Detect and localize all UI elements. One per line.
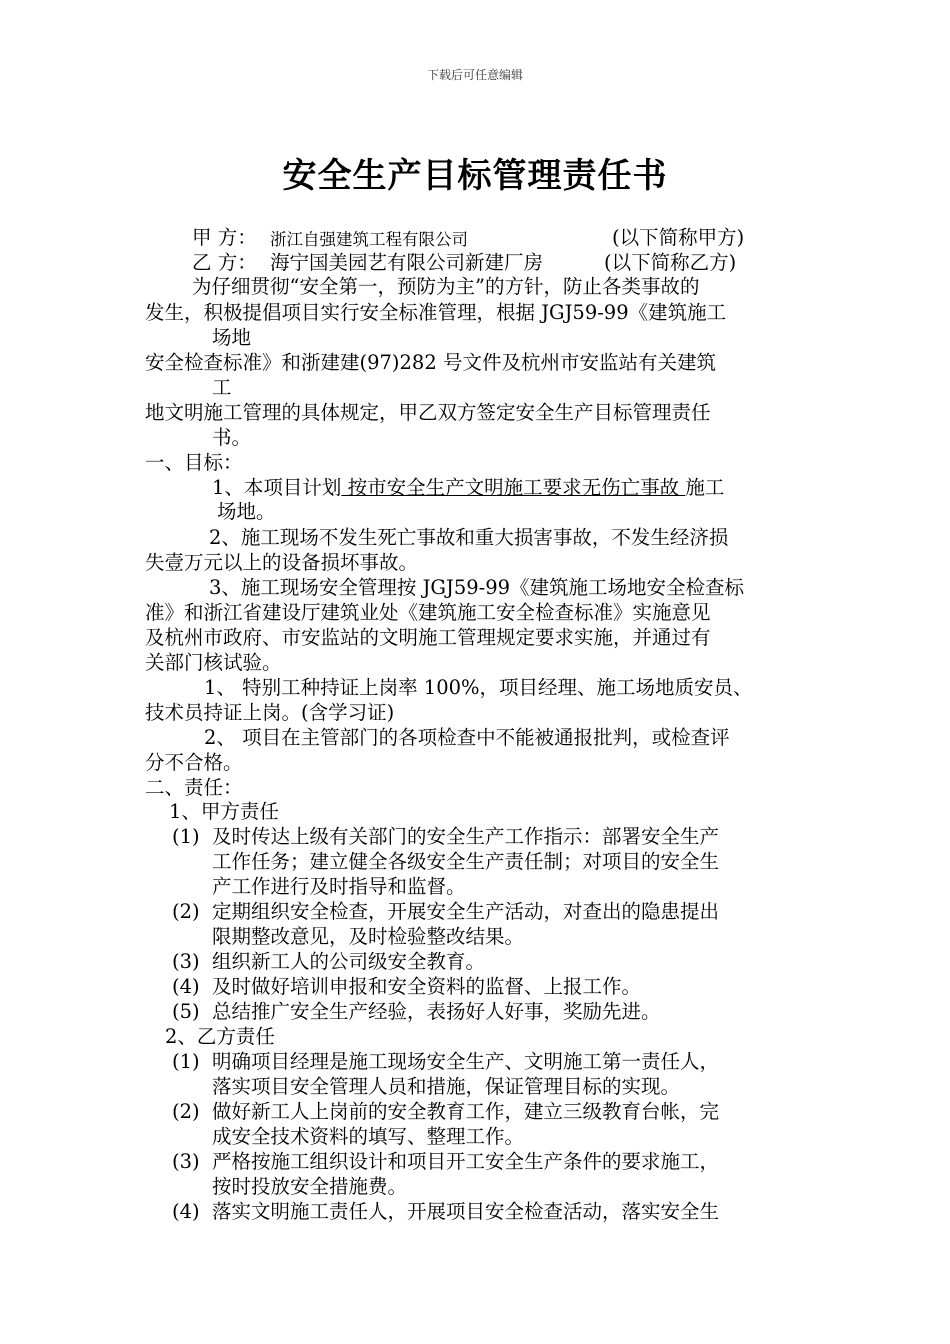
goal-item-1-prefix: 1、本项目计划 [212,476,342,499]
intro-line: 安全检查标准》和浙建建(97)282 号文件及杭州市安监站有关建筑 [145,351,716,374]
duty-line: 做好新工人上岗前的安全教育工作，建立三级教育台帐，完 [212,1100,720,1123]
intro-line: 工 [212,376,232,399]
duty-num: (2) [172,900,200,923]
goal-sub-2: 分不合格。 [145,751,243,774]
duty-num: (4) [172,975,200,998]
duty-line: 总结推广安全生产经验，表扬好人好事，奖励先进。 [212,1000,661,1023]
duty-line: 明确项目经理是施工现场安全生产、文明施工第一责任人， [212,1050,720,1073]
party-b-duty-heading: 2、乙方责任 [165,1025,275,1048]
goal-item-3: 关部门核试验。 [145,651,282,674]
duty-line: 落实项目安全管理人员和措施，保证管理目标的实现。 [212,1075,681,1098]
goal-sub-2: 2、 项目在主管部门的各项检查中不能被通报批判，或检查评 [204,726,730,749]
duty-num: (3) [172,1150,200,1173]
duty-line: 严格按施工组织设计和项目开工安全生产条件的要求施工， [212,1150,720,1173]
duty-line: 及时传达上级有关部门的安全生产工作指示：部署安全生产 [212,825,720,848]
goal-item-2: 2、施工现场不发生死亡事故和重大损害事故，不发生经济损 [209,526,729,549]
duty-num: (5) [172,1000,200,1023]
party-a-name: 浙江自强建筑工程有限公司 [270,230,468,249]
goal-item-3: 准》和浙江省建设厅建筑业处《建筑施工安全检查标准》实施意见 [145,601,711,624]
party-a-alias: (以下简称甲方) [612,226,745,249]
goal-item-3: 及杭州市政府、市安监站的文明施工管理规定要求实施，并通过有 [145,626,711,649]
duty-line: 及时做好培训申报和安全资料的监督、上报工作。 [212,975,642,998]
goal-sub-1: 1、 特别工种持证上岗率 100%，项目经理、施工场地质安员、 [204,676,753,699]
duty-line: 组织新工人的公司级安全教育。 [212,950,486,973]
duty-line: 限期整改意见，及时检验整改结果。 [212,925,525,948]
intro-line: 为仔细贯彻“安全第一，预防为主”的方针，防止各类事故的 [192,275,700,298]
intro-line: 书。 [212,426,252,449]
duty-line: 产工作进行及时指导和监督。 [212,875,466,898]
party-b-alias: (以下简称乙方) [604,251,737,274]
goal-item-3: 3、施工现场安全管理按 JGJ59-99《建筑施工场地安全检查标 [209,576,745,599]
goal-item-2: 失壹万元以上的设备损坏事故。 [145,551,419,574]
duty-num: (3) [172,950,200,973]
duty-num: (1) [172,1050,200,1073]
duty-line: 定期组织安全检查，开展安全生产活动，对查出的隐患提出 [212,900,720,923]
duty-line: 成安全技术资料的填写、整理工作。 [212,1125,525,1148]
section2-heading: 二、责任： [145,776,243,799]
party-b-label: 乙 方： [192,251,257,274]
goal-item-1-cont: 场地。 [217,500,276,523]
duty-line: 落实文明施工责任人，开展项目安全检查活动，落实安全生 [212,1200,720,1223]
goal-item-1-target: 按市安全生产文明施工要求无伤亡事故 [341,476,686,499]
duty-line: 工作任务；建立健全各级安全生产责任制；对项目的安全生 [212,850,720,873]
section1-heading: 一、目标： [145,451,243,474]
goal-item-1 [212,476,724,500]
goal-sub-1: 技术员持证上岗。(含学习证) [145,701,395,724]
header-note: 下载后可任意编辑 [426,68,523,82]
duty-num: (2) [172,1100,200,1123]
duty-num: (1) [172,825,200,848]
party-b-name: 海宁国美园艺有限公司新建厂房 [270,251,544,274]
duty-line: 按时投放安全措施费。 [212,1175,408,1198]
party-a-label: 甲 方： [192,226,257,249]
party-a-duty-heading: 1、甲方责任 [169,800,279,823]
duty-num: (4) [172,1200,200,1223]
intro-line: 场地 [212,326,252,349]
intro-line: 地文明施工管理的具体规定，甲乙双方签定安全生产目标管理责任 [145,401,711,424]
document-title: 安全生产目标管理责任书 [282,156,668,196]
goal-item-1-suffix: 施工 [685,476,725,499]
intro-line: 发生，积极提倡项目实行安全标准管理，根据 JGJ59-99《建筑施工 [145,301,727,324]
